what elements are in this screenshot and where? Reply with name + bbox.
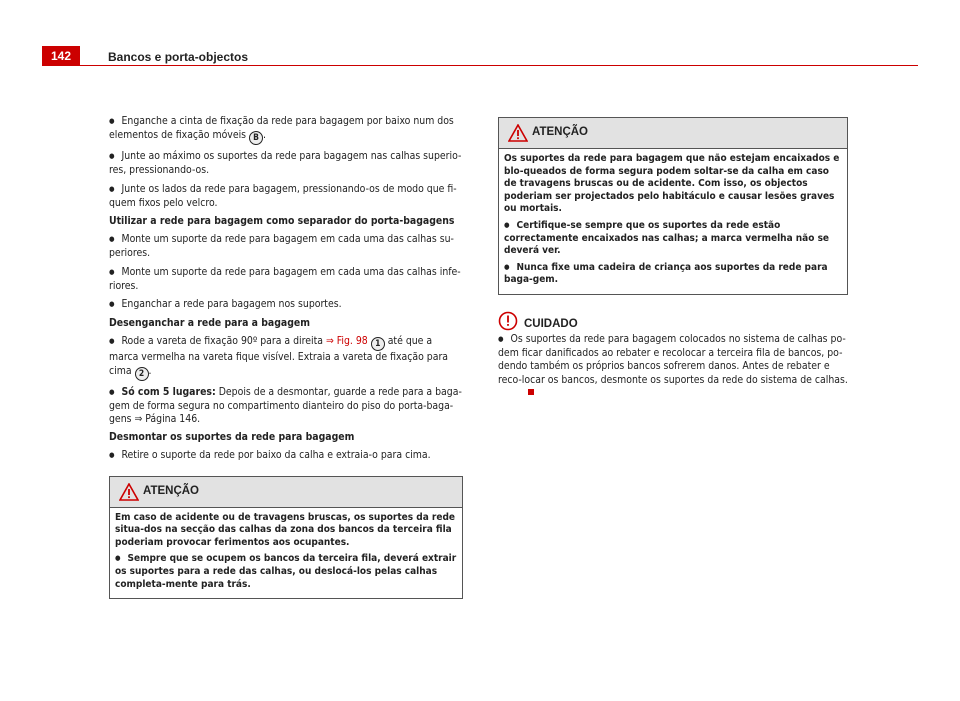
warning-body <box>499 149 847 294</box>
warning-text: Os suportes da rede para bagagem que não estejam encaixados e blo-queados de forma segura podem soltar-se da calha em caso de travagens bruscas ou de acidente. Com isso, os objectos poderiam ser projectados pelo habitáculo e causar lesões graves ou mortais. <box>504 153 840 215</box>
chapter-title: Bancos e porta-objectos <box>108 50 249 64</box>
caution-exclamation-icon <box>498 311 518 331</box>
callout-b-icon: B <box>249 131 263 145</box>
warning-list-item: ● Nunca fixe uma cadeira de criança aos suportes da rede para baga-gem. <box>504 262 842 287</box>
list-item: ● Monte um suporte da rede para bagagem em cada uma das calhas infe-riores. <box>109 266 463 293</box>
left-column <box>109 115 463 599</box>
list-item: ● Enganchar a rede para bagagem nos suportes. <box>109 298 463 312</box>
caution-header <box>498 311 848 333</box>
warning-triangle-icon <box>508 124 528 142</box>
end-of-section-square-icon <box>528 389 534 395</box>
warning-text: Em caso de acidente ou de travagens bruscas, os suportes da rede situa-dos na secção das calhas da zona dos bancos da terceira fila poderiam provocar ferimentos aos ocupantes. <box>115 511 455 548</box>
right-column <box>498 117 848 405</box>
section-heading: Utilizar a rede para bagagem como separador do porta-bagagens <box>109 215 455 228</box>
page-number: 142 <box>42 46 80 66</box>
warning-list-item: ● Sempre que se ocupem os bancos da terceira fila, deverá extrair os suportes para a rede das calhas, ou deslocá-los pelas calhas completa-mente para trás. <box>115 553 457 591</box>
caution-title: CUIDADO <box>524 317 578 330</box>
warning-title: ATENÇÃO <box>143 484 200 497</box>
caution-text: ● Os suportes da rede para bagagem colocados no sistema de calhas po-dem ficar danificados ao rebater e recolocar a terceira fila de bancos, po-dendo também os próprios bancos sofrerem danos. Antes de rebater e reco-locar os bancos, desmonte os suportes da rede do sistema de calhas. <box>498 333 848 400</box>
list-item: ● Enganche a cinta de fixação da rede para bagagem por baixo num dos elementos de fixação móveis B . <box>109 115 463 145</box>
callout-2-icon: 2 <box>135 367 149 381</box>
warning-box <box>498 117 848 295</box>
warning-body <box>110 508 462 599</box>
warning-header <box>499 118 847 149</box>
callout-1-icon: 1 <box>371 337 385 351</box>
list-item: ● Retire o suporte da rede por baixo da calha e extraia-o para cima. <box>109 449 463 463</box>
list-item: ● Junte ao máximo os suportes da rede para bagagem nas calhas superio-res, pressionando-os. <box>109 150 463 177</box>
figure-link[interactable]: ⇒ Fig. 98 <box>325 335 368 348</box>
list-item: ● Rode a vareta de fixação 90º para a direita ⇒ Fig. 98 1 até que a marca vermelha na vareta fique visível. Extraia a vareta de fixação para cima 2 . <box>109 335 463 380</box>
header-rule <box>80 65 918 66</box>
section-heading: Desenganchar a rede para a bagagem <box>109 317 310 330</box>
list-item: ● Junte os lados da rede para bagagem, pressionando-os de modo que fi-quem fixos pelo velcro. <box>109 183 463 210</box>
list-item: ● Só com 5 lugares: Depois de a desmontar, guarde a rede para a baga-gem de forma segura no compartimento dianteiro do piso do porta-baga-gens ⇒ Página 146. <box>109 386 463 427</box>
warning-list-item: ● Certifique-se sempre que os suportes da rede estão correctamente encaixados nas calhas; a marca vermelha não se deverá ver. <box>504 220 842 258</box>
warning-header <box>110 477 462 508</box>
section-heading: Desmontar os suportes da rede para bagagem <box>109 431 355 444</box>
warning-box <box>109 476 463 600</box>
warning-title: ATENÇÃO <box>532 126 589 138</box>
list-item: ● Monte um suporte da rede para bagagem em cada uma das calhas su-periores. <box>109 233 463 260</box>
warning-triangle-icon <box>119 483 139 501</box>
